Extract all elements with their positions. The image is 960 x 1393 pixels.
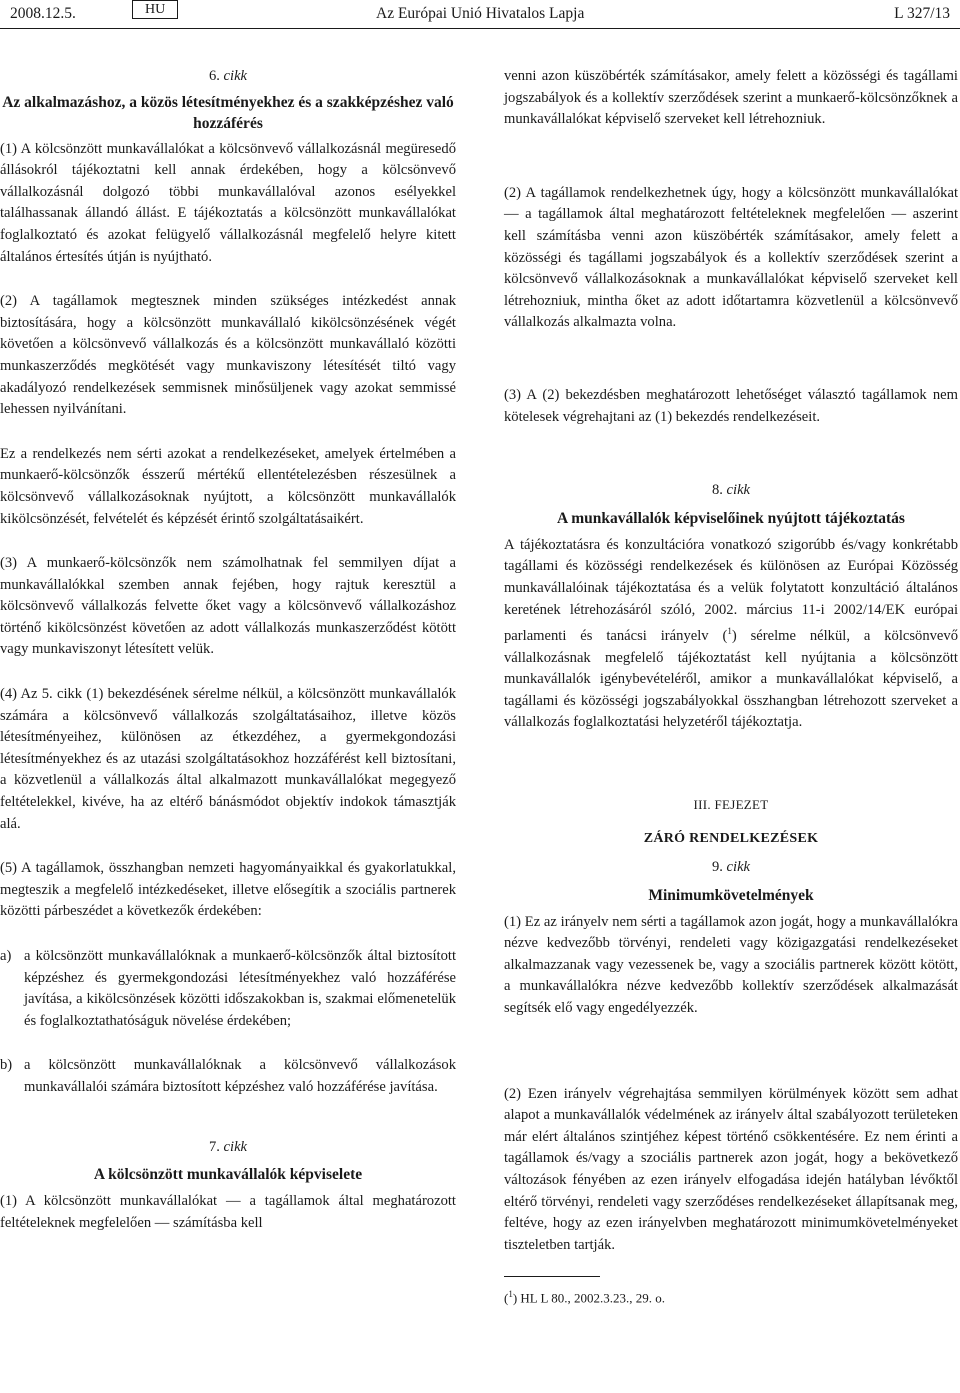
journal-title: Az Európai Unió Hivatalos Lapja: [376, 5, 585, 22]
article-6-title: Az alkalmazáshoz, a közös létesítményekhez és a szakképzéshez való hozzáférés: [2, 93, 454, 132]
list-item-b: [0, 1055, 456, 1098]
article-7-paragraph-3: (3) A (2) bekezdésben meghatározott lehetőséget választó tagállamok nem kötelesek végrehajtani az (1) bekezdés rendelkezéseit.: [504, 386, 958, 425]
footnote-reference: 1: [727, 626, 732, 637]
article-9-number: 9. cikk: [711, 859, 751, 876]
article-8-number: 8. cikk: [711, 482, 751, 499]
chapter-heading: III. FEJEZET: [693, 796, 769, 812]
list-item-a-label: a): [0, 948, 12, 964]
language-badge: HU: [132, 0, 178, 19]
footnote-rule: [504, 1276, 600, 1277]
list-item-a: [0, 946, 456, 1032]
article-6-paragraph-1: (1) A kölcsönzött munkavállalókat a kölcsönvevő vállalkozásnál megüresedő állásokról tájékoztatni kell annak érdekében, hogy a kölcsönvevő vállalkozásnál dolgozó többi munkavállalóval azonos esélyekkel találhassanak állandó állást. E tájékoztatás a kölcsönzött munkavállalókat foglalkoztató és azokat felügyelő vállalkozásnál megfelelő helyre kitett általános értesítés útján is nyújtható.: [0, 140, 456, 265]
article-8-paragraph: A tájékoztatásra és konzultációra vonatkozó szigorúbb és/vagy konkrétabb tagállami és közösségi rendelkezések és különösen az Európai Közösség munkavállalóinak tájékoztatása és a velük folytatott konzultáció általános keretének létrehozásáról szóló, 2002. március 11-i 2002/14/EK európai parlamenti és tanácsi irányelv ($^1$) sérelme nélkül, a kölcsönvevő vállalkozásnak megfelelő tájékoztatást kell nyújtania a kölcsönzött munkavállalók igénybevételéről, amikor a munkavállalókat képviselő, a tagállami és közösségi jogszabályokkal összhangban létrehozott szerveket a vállalkozás foglalkoztatási helyzetéről tájékoztatja.: [504, 536, 959, 731]
article-6-paragraph-2: (2) A tagállamok megtesznek minden szükséges intézkedést annak biztosítására, hogy a kölcsönzött munkavállaló kikölcsönzésének végét követően a kölcsönvevő vállalkozás és a kölcsönzött munkavállaló közötti munkaszerződés megkötését vagy munkaviszony létesítését tiltó vagy akadályozó rendelkezések semmisnek minősüljenek vagy azokat semmissé lehessen nyilvánítani.: [0, 293, 456, 418]
article-9-paragraph-2: (2) Ezen irányelv végrehajtása semmilyen körülmények között sem adhat alapot a munkavállalók védelmének az irányelv által szabályozott területeken már elért általános szintjéhez képest történő csökkentésére. Ez nem érinti a tagállamok és/vagy a szociális partnerek azon jogát, hogy a bekövetkező változások fényében az ezen irányelv elfogadása idején hatályban lévőktől eltérő törvényi, rendeleti vagy szerződéses rendelkezéseket állapítsanak meg, feltéve, hogy az ezen irányelvben meghatározott minimumkövetelményeket tiszteletben tartják.: [504, 1085, 958, 1253]
article-7-paragraph-1-continued: venni azon küszöbérték számításakor, amely felett a közösségi és tagállami jogszabályok és a kollektív szerződések szerint a munkaerő-kölcsönzőknek a munkavállalókat képviselő szerveket kell létrehozniuk.: [504, 68, 958, 128]
article-7-paragraph-2: (2) A tagállamok rendelkezhetnek úgy, hogy a kölcsönzött munkavállalókat — a tagállamok által meghatározott feltételeknek megfelelően — aszerint kell számításba venni azon küszöbérték számításakor, amely felett a közösségi és tagállami jogszabályok és a kollektív szerződések szerint a kölcsönvevő vállalkozásoknak a munkavállalókat képviselő szerveket kell létrehozniuk, mintha őket az adott időtartamra közvetlenül a kölcsönvevő vállalkozás alkalmazta volna.: [504, 184, 958, 331]
publication-date: 2008.12.5.: [10, 5, 76, 22]
article-8-title: A munkavállalók képviselőinek nyújtott tájékoztatás: [557, 509, 905, 527]
header-rule: [0, 28, 960, 29]
article-6-paragraph-3: (3) A munkaerő-kölcsönzők nem számolhatnak fel semmilyen díjat a munkavállalókkal szemben annak fejében, hogy rajtuk keresztül a kölcsönvevő vállalkozás felvette őket vagy a kölcsönvevő vállalkozáshoz történő kikölcsönzést követően az adott vállalkozás munkaszerződést kötött vagy munkaviszonyt létesített velük.: [0, 555, 456, 658]
chapter-title: ZÁRÓ RENDELKEZÉSEK: [643, 830, 819, 846]
left-column: [0, 66, 456, 1234]
list-item-b-label: b): [0, 1057, 13, 1074]
article-6-number: 6. cikk: [208, 68, 248, 84]
right-column: [504, 66, 958, 1308]
article-6-paragraph-5: (5) A tagállamok, összhangban nemzeti hagyományaikkal és gyakorlatukkal, megteszik a megfelelő intézkedéseket, illetve elősegítik a szociális partnerek közötti párbeszédet a következők érdekében:: [0, 860, 456, 920]
article-6-paragraph-2-continued: Ez a rendelkezés nem sérti azokat a rendelkezéseket, amelyek értelmében a munkaerő-kölcsönzők ésszerű mértékű ellentételezésben részesülnek a kölcsönvevő vállalkozásoknak nyújtott, a kölcsönzött munkavállalók kikölcsönzését, felvételét és képzését érintő szolgáltatásaikért.: [0, 445, 456, 527]
page-reference: L 327/13: [894, 5, 950, 22]
article-9-paragraph-1: (1) Ez az irányelv nem sérti a tagállamok azon jogát, hogy a munkavállalókra nézve kedvezőbb törvényi, rendeleti vagy közigazgatási rendelkezéseket alkalmazzanak vagy vezessenek be, vagy a szociális partnerek között kötött, a munkavállalókra nézve kedvezőbb kollektív szerződések alkalmazását segítsék elő vagy engedélyezzék.: [504, 913, 958, 1017]
list-item-a-text: a kölcsönzött munkavállalóknak a munkaerő-kölcsönzők által biztosított képzéshez és gyermekgondozási létesítményekhez való hozzáférése javítása, a kikölcsönzések közötti időszakokban is, szakmai előmenetelük és foglalkoztathatóságuk növelése érdekében;: [24, 948, 456, 1029]
footnote: ($^1$) HL L 80., 2002.3.23., 29. o.: [504, 1289, 665, 1306]
page-header: [0, 0, 960, 30]
list-item-b-text: a kölcsönzött munkavállalóknak a kölcsönvevő vállalkozások munkavállalói számára biztosított képzéshez való hozzáférése javítása.: [24, 1057, 456, 1095]
article-9-title: Minimumkövetelmények: [648, 886, 814, 904]
article-7-paragraph-1: (1) A kölcsönzött munkavállalókat — a tagállamok által meghatározott feltételeknek megfelelően — számításba kell: [0, 1193, 456, 1231]
article-6-paragraph-4: (4) Az 5. cikk (1) bekezdésének sérelme nélkül, a kölcsönzött munkavállalók számára a kölcsönvevő vállalkozás szolgáltatásaihoz, illetve közös létesítményeihez, különösen az étkezdéhez, a gyermekgondozási létesítményekhez és az utazási szolgáltatásokhoz hozzáférést kell biztosítani, a közvetlenül a vállalkozás által alkalmazott munkavállalókat megegyező feltételekkel, kivéve, ha az eltérő bánásmódot objektív indokok támasztják alá.: [0, 686, 456, 832]
article-7-title: A kölcsönzött munkavállalók képviselete: [93, 1166, 363, 1184]
article-7-number: 7. cikk: [208, 1138, 248, 1155]
